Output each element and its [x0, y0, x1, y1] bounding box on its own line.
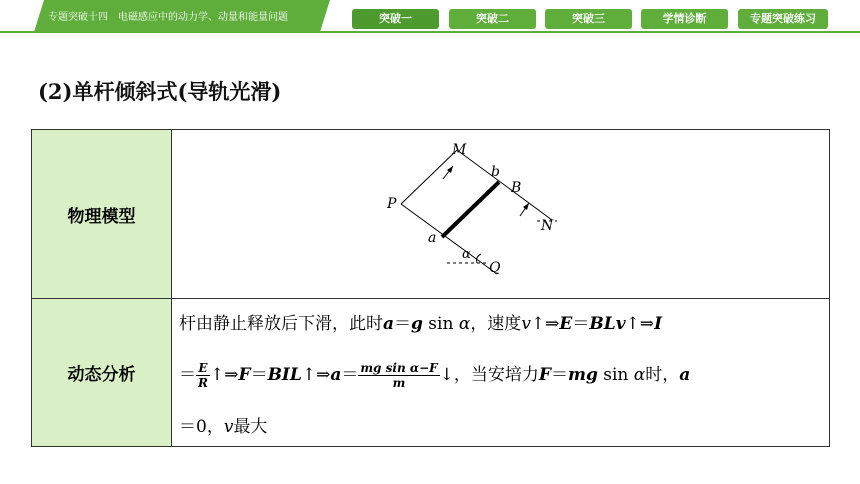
tab-learning-diagnosis[interactable]: 学情诊断 — [641, 9, 728, 29]
rail-mp — [401, 150, 457, 204]
var-f: F — [238, 365, 251, 385]
label-p: P — [387, 196, 397, 212]
analysis-text: ，速度 — [470, 314, 522, 334]
section-title: (2)单杆倾斜式(导轨光滑) — [38, 79, 282, 104]
analysis-line-1 — [179, 316, 662, 333]
arrow-implies: ↑⇒ — [625, 314, 655, 334]
tab-breakthrough-1[interactable]: 突破一 — [352, 9, 439, 29]
var-v: v — [521, 314, 531, 334]
expr-mg: mg — [567, 365, 598, 385]
analysis-text: ↓，当安培力 — [439, 365, 539, 385]
tab-breakthrough-3[interactable]: 突破三 — [545, 9, 632, 29]
analysis-text: 最大 — [233, 417, 268, 437]
var-alpha: α — [633, 365, 646, 385]
var-alpha: α — [458, 314, 471, 334]
fraction-numerator: E — [196, 362, 210, 376]
label-q: Q — [489, 260, 501, 276]
fraction-acceleration — [358, 362, 439, 389]
analysis-text: ＝0， — [179, 417, 224, 437]
label-n: N — [541, 218, 554, 234]
var-v: v — [223, 417, 234, 437]
top-bar — [0, 0, 860, 38]
field-arrow-2-head — [523, 203, 529, 210]
var-a: a — [330, 365, 342, 385]
analysis-text: 杆由静止释放后下滑，此时 — [179, 314, 383, 334]
sin: sin — [597, 365, 634, 385]
arrow-implies: ↑⇒ — [209, 365, 239, 385]
analysis-text: 时， — [645, 365, 680, 385]
expr-blv: BLv — [589, 314, 626, 334]
var-a: a — [679, 365, 691, 385]
fraction-numerator: mg sin α−F — [360, 361, 438, 375]
rod-ab — [442, 182, 499, 237]
analysis-cell — [172, 299, 829, 446]
sin: sin — [422, 314, 459, 334]
top-bar-divider — [0, 31, 860, 33]
expr-bil: BIL — [267, 365, 302, 385]
label-alpha: α — [462, 247, 471, 262]
fraction-denominator: m — [392, 376, 406, 390]
incline-rail-diagram — [387, 136, 557, 276]
analysis-line-2 — [179, 362, 690, 389]
analysis-line-3 — [179, 419, 267, 436]
label-m: M — [452, 142, 467, 158]
breadcrumb: 专题突破十四 电磁感应中的动力学、动量和能量问题 — [48, 12, 288, 23]
label-a: a — [428, 230, 437, 246]
diagram-cell — [172, 130, 829, 299]
model-table — [31, 129, 830, 447]
var-i: I — [654, 314, 663, 334]
var-f: F — [538, 365, 551, 385]
equals: ＝ — [572, 314, 590, 334]
arrow-implies: ↑⇒ — [301, 365, 331, 385]
equals: ＝ — [179, 365, 196, 385]
fraction-e-over-r — [196, 362, 210, 389]
tab-topic-practice[interactable]: 专题突破练习 — [738, 9, 828, 29]
equals: ＝ — [550, 365, 568, 385]
fraction-denominator: R — [198, 376, 208, 390]
arrow-implies: ↑⇒ — [530, 314, 560, 334]
label-dynamic-analysis: 动态分析 — [32, 299, 172, 446]
label-physical-model: 物理模型 — [32, 130, 172, 299]
var-g: g — [411, 314, 423, 334]
var-e: E — [559, 314, 573, 334]
equals: ＝ — [250, 365, 268, 385]
equals: ＝ — [394, 314, 412, 334]
var-a: a — [383, 314, 395, 334]
label-b-field: B — [511, 180, 522, 196]
equals: ＝ — [341, 365, 359, 385]
label-b-rod: b — [491, 164, 500, 180]
tab-breakthrough-2[interactable]: 突破二 — [449, 9, 536, 29]
